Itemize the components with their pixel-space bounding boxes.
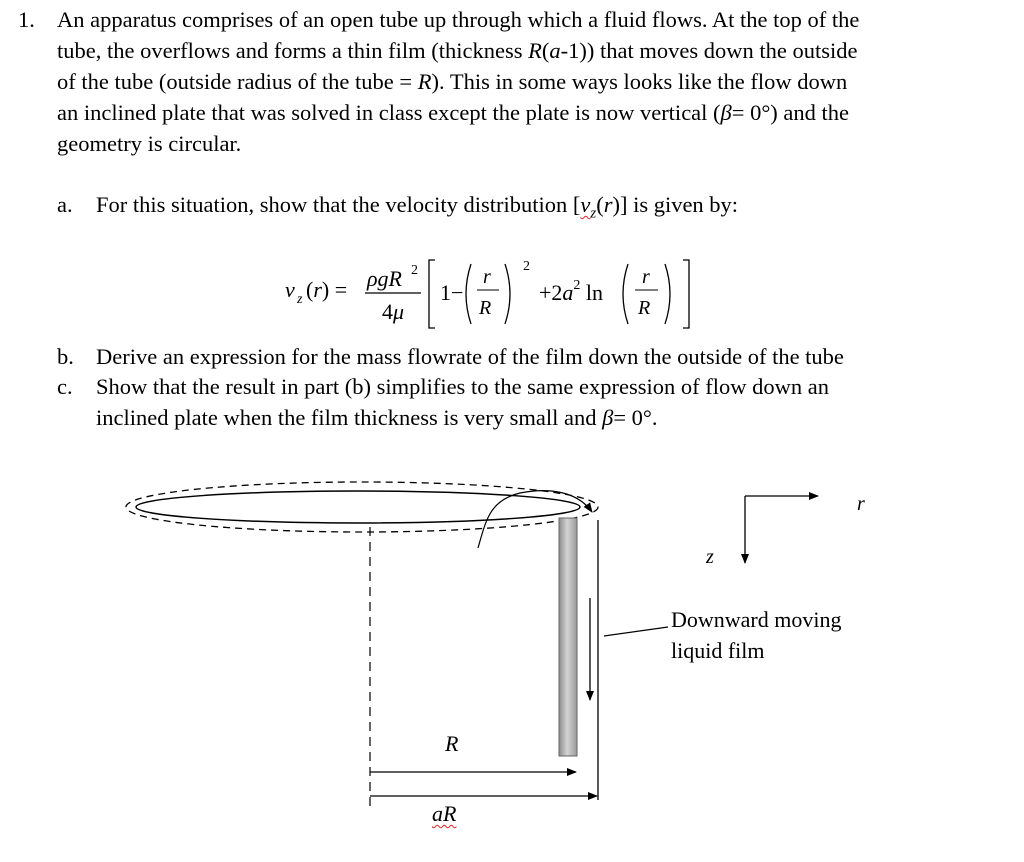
film-label-line-2: liquid film [671, 638, 765, 663]
problem-line-3: of the tube (outside radius of the tube = R). This in some ways looks like the flow down [57, 69, 848, 94]
problem-line-4: an inclined plate that was solved in class except the plate is now vertical (β= 0°) and the [57, 100, 850, 125]
velocity-equation [285, 252, 715, 332]
eq-numerator: ρgR [367, 266, 402, 291]
svg-text:z: z [297, 292, 303, 307]
part-a-text: For this situation, show that the velocity distribution $[v_z(r)]$ is given by: [96, 192, 739, 222]
part-c-marker: c. [57, 374, 73, 399]
film-label-line-1: Downward moving [671, 607, 842, 632]
eq-lhs: v [285, 277, 295, 302]
eq-log-term: $+2a^2$ ln [539, 278, 604, 305]
part-b-marker: b. [57, 344, 74, 369]
problem-line-1: An apparatus comprises of an open tube up through which a fluid flows. At the top of the [57, 7, 860, 32]
problem-line-5: geometry is circular. [57, 131, 242, 156]
axis-z-label: z [706, 546, 714, 568]
svg-text:R: R [638, 297, 651, 319]
eq-denominator: 4μ [382, 299, 405, 324]
tube-rim-ellipse [136, 491, 580, 523]
tube-wall [559, 518, 577, 756]
film-outer-ellipse [126, 482, 598, 532]
film-label-leader [604, 627, 668, 636]
svg-text:R: R [479, 297, 492, 319]
apparatus-diagram [0, 470, 1024, 862]
svg-text:2: 2 [411, 263, 418, 278]
problem-line-2: tube, the overflows and forms a thin film (thickness R(a-1)) that moves down the outside [57, 38, 858, 63]
svg-text:(r) =: (r) = [306, 277, 348, 302]
part-b-text: Derive an expression for the mass flowrate of the film down the outside of the tube [96, 344, 844, 369]
part-c-line-2: inclined plate when the film thickness is very small and β= 0°. [96, 405, 658, 430]
radius-label: R [445, 731, 459, 756]
outer-radius-label: aR [432, 801, 457, 826]
svg-text:r: r [642, 266, 650, 288]
svg-text:r: r [483, 266, 491, 288]
part-c-line-1: Show that the result in part (b) simplifies to the same expression of flow down an [96, 374, 829, 399]
eq-one: 1− [440, 280, 464, 305]
problem-number: 1. [18, 7, 35, 32]
eq-power: 2 [523, 259, 530, 274]
part-a-marker: a. [57, 192, 73, 217]
axis-r-label: r [857, 493, 865, 515]
